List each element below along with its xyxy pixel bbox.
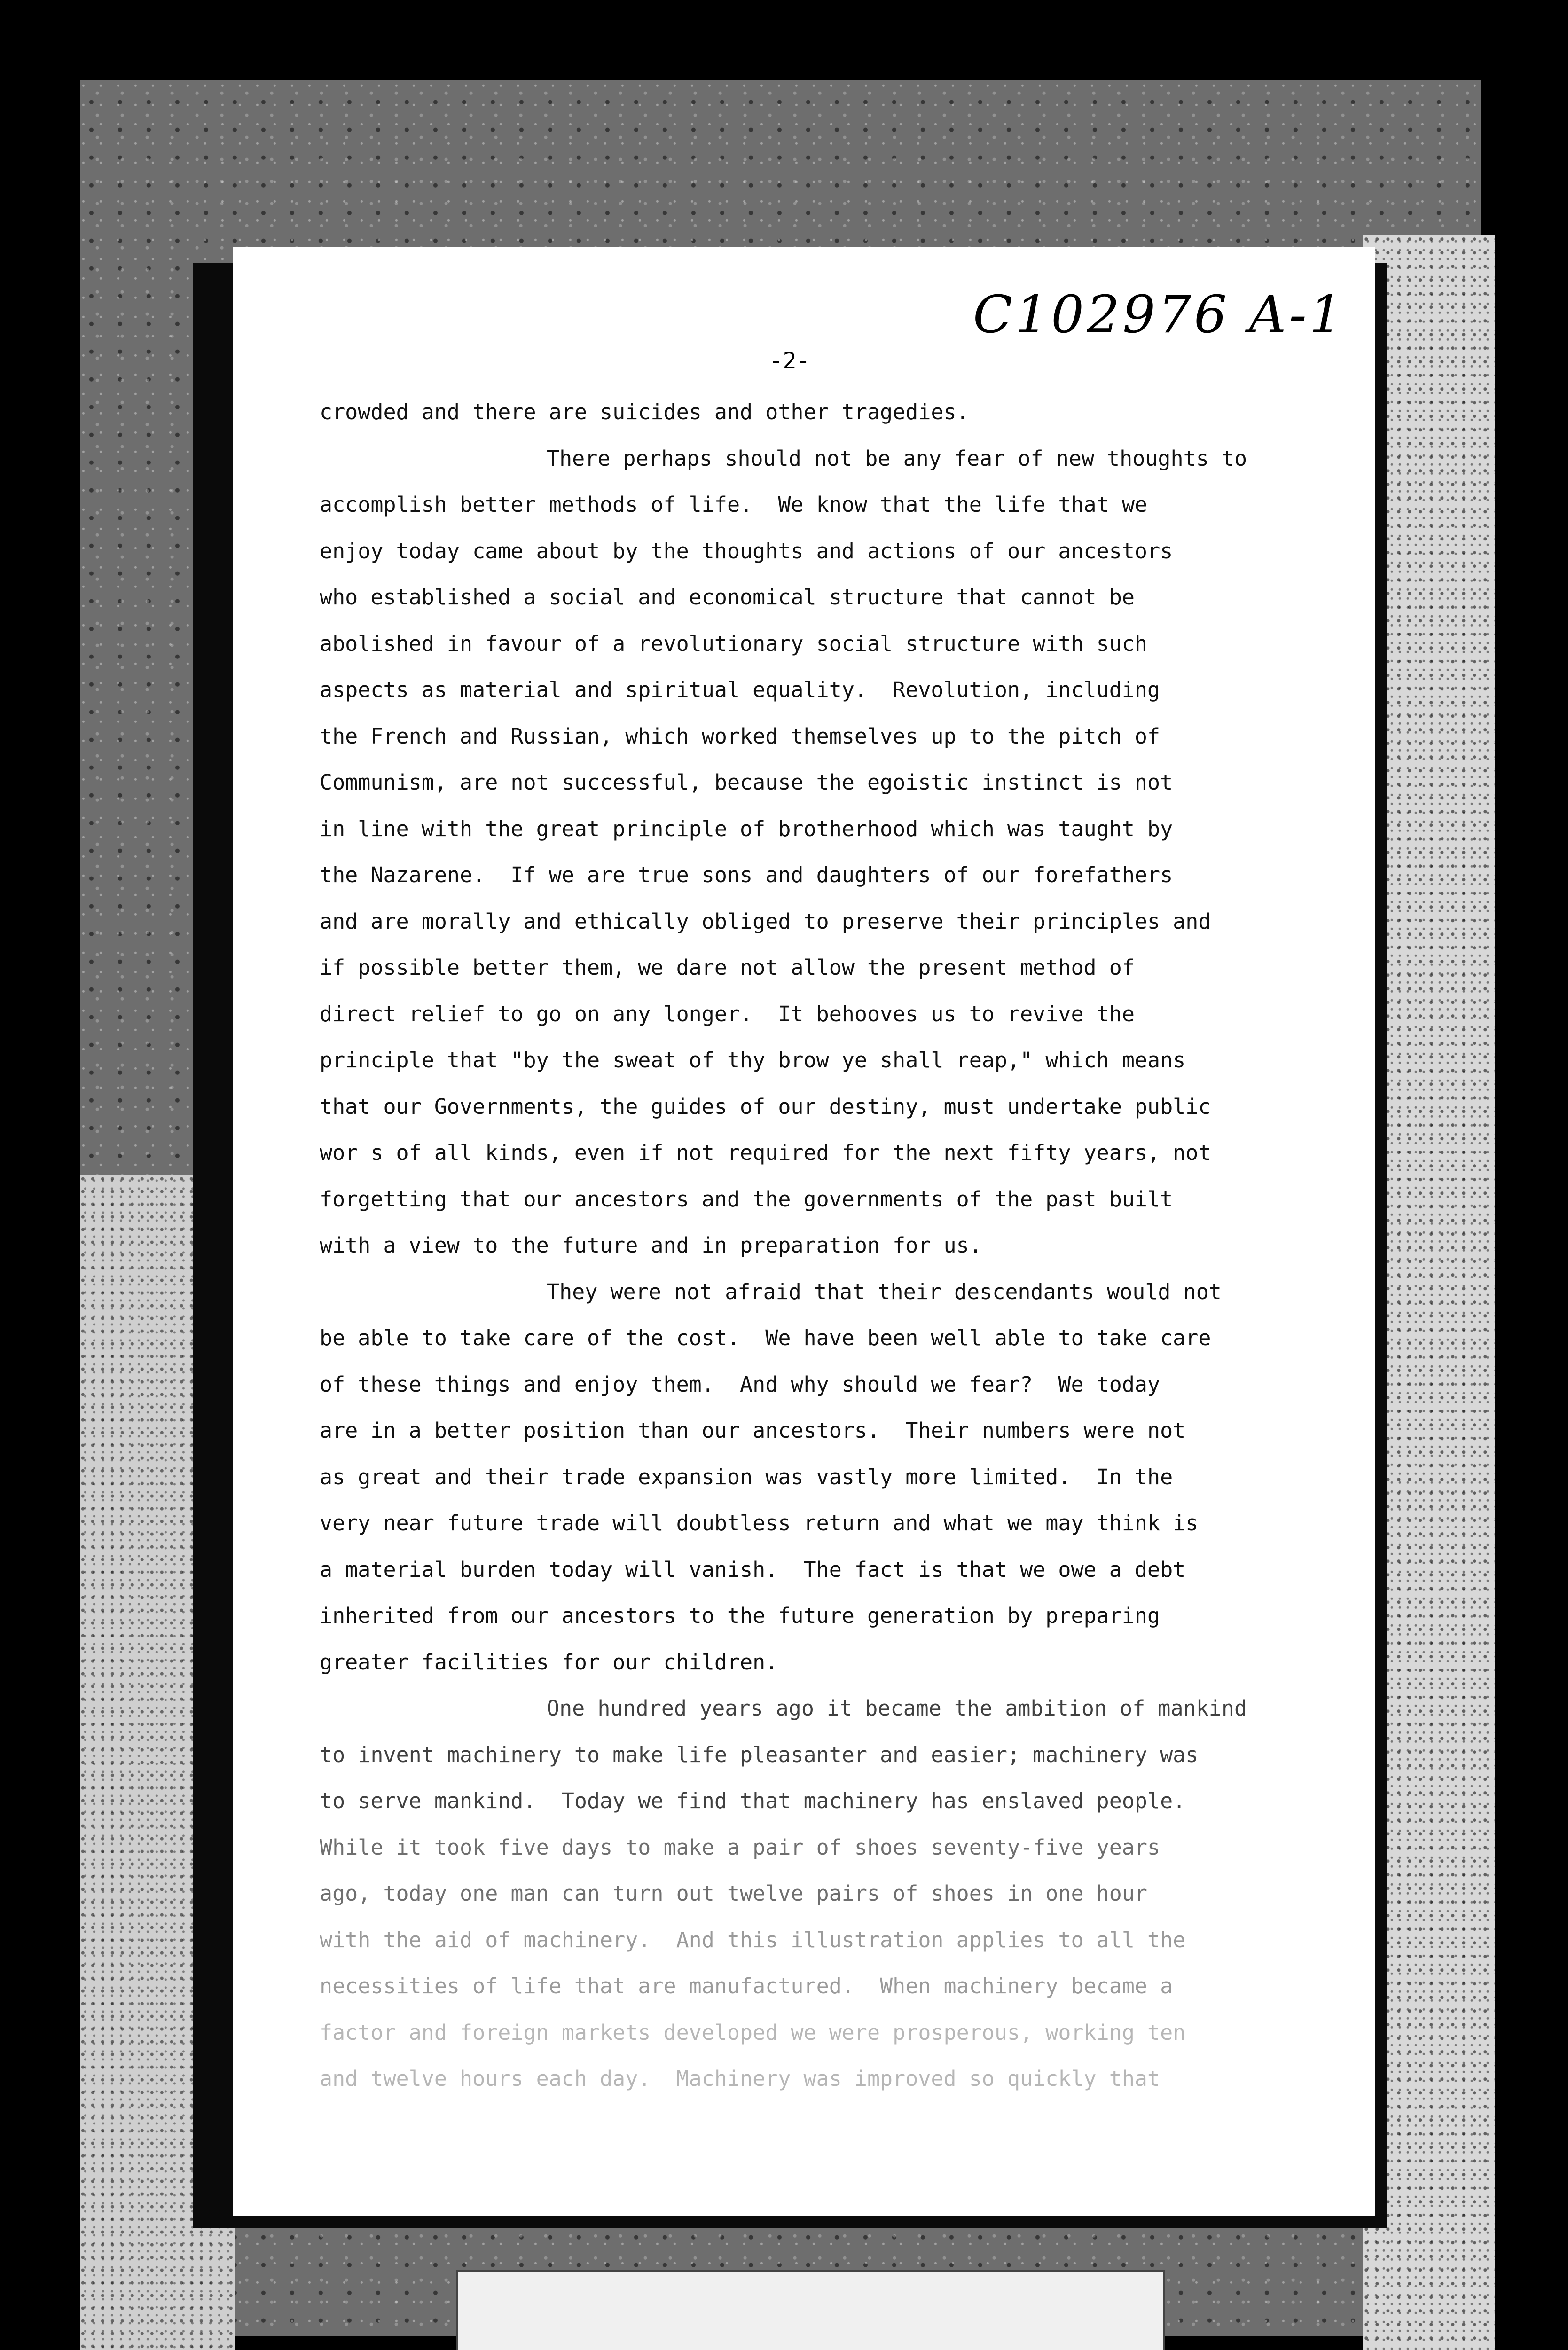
text-line: and are morally and ethically obliged to preserve their principles and xyxy=(320,909,1211,934)
faded-label-strip xyxy=(456,2270,1165,2350)
text-line: are in a better position than our ancestors. Their numbers were not xyxy=(320,1418,1186,1443)
text-line: if possible better them, we dare not allow the present method of xyxy=(320,955,1135,980)
text-line: They were not afraid that their descendants would not xyxy=(547,1279,1222,1304)
text-line: to invent machinery to make life pleasanter and easier; machinery was xyxy=(320,1742,1199,1767)
text-line: of these things and enjoy them. And why should we fear? We today xyxy=(320,1371,1160,1397)
text-line: principle that "by the sweat of thy brow ye shall reap," which means xyxy=(320,1048,1186,1073)
text-line: There perhaps should not be any fear of new thoughts to xyxy=(547,446,1247,471)
text-line: in line with the great principle of brotherhood which was taught by xyxy=(320,816,1173,841)
text-line: inherited from our ancestors to the future generation by preparing xyxy=(320,1603,1160,1628)
text-line: that our Governments, the guides of our destiny, must undertake public xyxy=(320,1094,1211,1119)
text-line: and twelve hours each day. Machinery was improved so quickly that xyxy=(320,2066,1160,2091)
text-line: greater facilities for our children. xyxy=(320,1649,778,1675)
text-line: aspects as material and spiritual equality. Revolution, including xyxy=(320,677,1160,702)
text-line: who established a social and economical structure that cannot be xyxy=(320,585,1135,610)
text-line: One hundred years ago it became the ambition of mankind xyxy=(547,1696,1247,1721)
text-line: the French and Russian, which worked themselves up to the pitch of xyxy=(320,723,1160,749)
handwritten-reference-number: C102976 A-1 xyxy=(973,284,1345,345)
text-line: to serve mankind. Today we find that machinery has enslaved people. xyxy=(320,1788,1186,1813)
text-line: accomplish better methods of life. We know that the life that we xyxy=(320,492,1147,517)
text-line: the Nazarene. If we are true sons and daughters of our forefathers xyxy=(320,862,1173,887)
text-line: ago, today one man can turn out twelve pairs of shoes in one hour xyxy=(320,1881,1147,1906)
text-line: as great and their trade expansion was vastly more limited. In the xyxy=(320,1464,1173,1489)
text-line: with the aid of machinery. And this illustration applies to all the xyxy=(320,1927,1186,1952)
text-line: factor and foreign markets developed we were prosperous, working ten xyxy=(320,2020,1186,2045)
text-line: be able to take care of the cost. We have been well able to take care xyxy=(320,1325,1211,1350)
text-line: with a view to the future and in preparation for us. xyxy=(320,1233,982,1258)
text-line: necessities of life that are manufactured. When machinery became a xyxy=(320,1974,1173,1998)
text-line: enjoy today came about by the thoughts and actions of our ancestors xyxy=(320,538,1173,564)
text-line: forgetting that our ancestors and the governments of the past built xyxy=(320,1186,1173,1212)
text-line: a material burden today will vanish. The fact is that we owe a debt xyxy=(320,1557,1186,1582)
text-line: wor s of all kinds, even if not required for the next fifty years, not xyxy=(320,1140,1211,1165)
text-line: direct relief to go on any longer. It behooves us to revive the xyxy=(320,1001,1135,1026)
page-number: -2- xyxy=(769,348,810,374)
text-line: Communism, are not successful, because the egoistic instinct is not xyxy=(320,770,1173,795)
text-line: While it took five days to make a pair of shoes seventy-five years xyxy=(320,1834,1160,1860)
typewritten-body xyxy=(320,389,1372,2102)
text-line: very near future trade will doubtless return and what we may think is xyxy=(320,1511,1199,1535)
text-line: crowded and there are suicides and other tragedies. xyxy=(320,400,969,424)
text-line: abolished in favour of a revolutionary social structure with such xyxy=(320,631,1147,656)
